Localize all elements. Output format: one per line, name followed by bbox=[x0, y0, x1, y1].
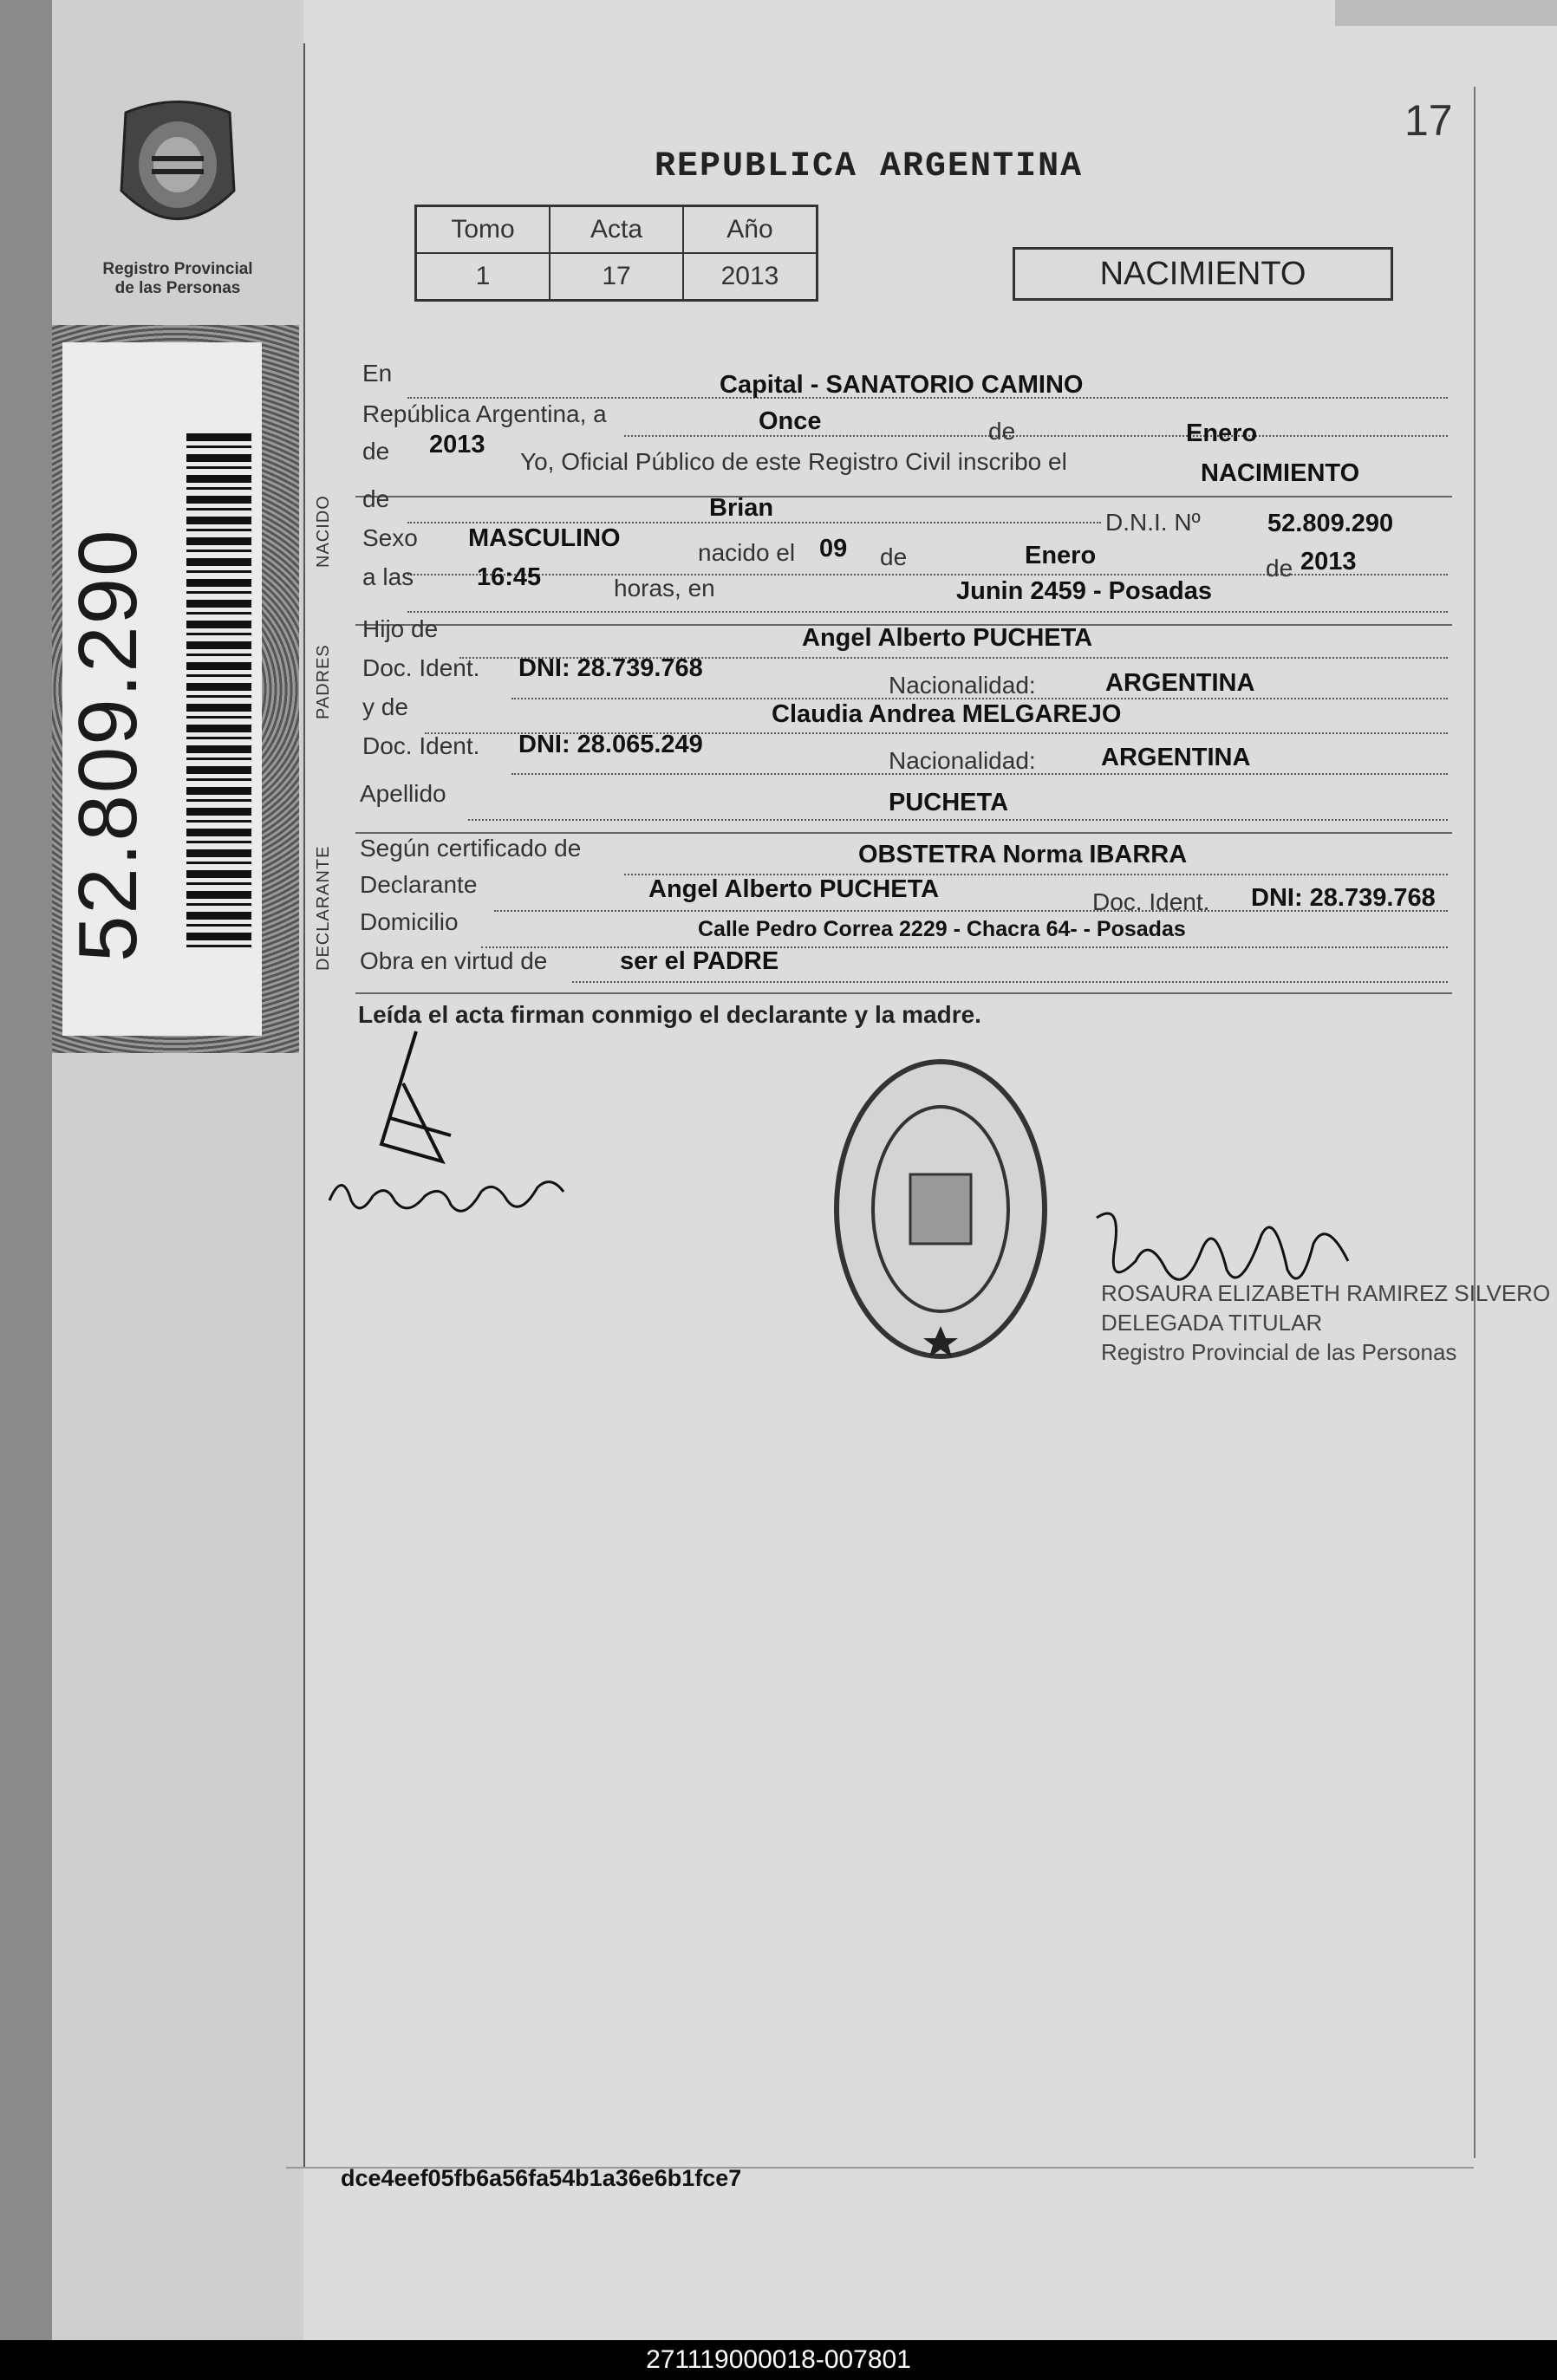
obra-value: ser el PADRE bbox=[620, 947, 779, 975]
declarante-value: Angel Alberto PUCHETA bbox=[648, 875, 940, 903]
act-type-box: NACIMIENTO bbox=[1013, 247, 1393, 301]
page-number: 17 bbox=[1404, 96, 1453, 145]
birth-year: 2013 bbox=[1300, 548, 1357, 575]
mother-doc: DNI: 28.065.249 bbox=[518, 731, 703, 758]
official-org: Registro Provincial de las Personas bbox=[1101, 1339, 1457, 1365]
declarante-dots bbox=[494, 910, 1448, 912]
domicilio-label: Domicilio bbox=[360, 908, 459, 935]
mother-value: Claudia Andrea MELGAREJO bbox=[772, 700, 1122, 728]
section-rule-4 bbox=[355, 992, 1452, 994]
dni-value: 52.809.290 bbox=[1267, 510, 1394, 537]
republica-label: República Argentina, a bbox=[362, 400, 607, 427]
oficial-text: Yo, Oficial Público de este Registro Civil inscribo el bbox=[520, 448, 1067, 475]
registry-caption-line1: Registro Provincial bbox=[102, 260, 253, 278]
mother-nat-label: Nacionalidad: bbox=[889, 747, 1036, 774]
father-value: Angel Alberto PUCHETA bbox=[802, 624, 1093, 652]
registrar-stamp-text bbox=[1101, 1278, 1550, 1367]
certificado-value: OBSTETRA Norma IBARRA bbox=[858, 841, 1188, 868]
frame-right-border bbox=[1474, 87, 1476, 2158]
hour-value: 16:45 bbox=[477, 563, 542, 591]
province-seal-logo bbox=[113, 95, 243, 243]
domicilio-value: Calle Pedro Correa 2229 - Chacra 64- - Posadas bbox=[698, 917, 1186, 941]
place-value: Junin 2459 - Posadas bbox=[956, 577, 1212, 605]
de-name-label: de bbox=[362, 485, 390, 512]
section-rule-3 bbox=[355, 832, 1452, 834]
registry-caption bbox=[69, 260, 286, 298]
registry-caption-line2: de las Personas bbox=[114, 279, 241, 297]
tomo-header: Tomo bbox=[416, 206, 550, 254]
father-doc-dots bbox=[511, 698, 1448, 699]
acta-header: Acta bbox=[550, 206, 683, 254]
horas-label: horas, en bbox=[614, 575, 715, 602]
footer-code: 271119000018-007801 bbox=[646, 2345, 911, 2374]
en-value: Capital - SANATORIO CAMINO bbox=[720, 371, 1084, 399]
father-nat-label: Nacionalidad: bbox=[889, 672, 1036, 699]
mother-doc-dots bbox=[511, 773, 1448, 775]
republica-dots bbox=[624, 435, 1448, 437]
mother-doc-label: Doc. Ident. bbox=[362, 732, 480, 759]
mother-signature bbox=[321, 1014, 581, 1248]
birth-de-label: de bbox=[880, 543, 908, 570]
de-label: de bbox=[988, 418, 1016, 445]
declarante-label: Declarante bbox=[360, 871, 478, 898]
name-value: Brian bbox=[709, 494, 774, 522]
page-shadow bbox=[1335, 0, 1557, 26]
frame-left-border bbox=[303, 43, 305, 2167]
official-name: ROSAURA ELIZABETH RAMIREZ SILVERO bbox=[1101, 1280, 1551, 1306]
father-nat: ARGENTINA bbox=[1105, 669, 1255, 697]
sexo-value: MASCULINO bbox=[468, 524, 621, 552]
acta-value: 17 bbox=[550, 253, 683, 301]
day-value: Once bbox=[759, 407, 822, 435]
sexo-label: Sexo bbox=[362, 524, 418, 551]
year-value: 2013 bbox=[429, 431, 485, 458]
apellido-dots bbox=[468, 819, 1448, 821]
apellido-label: Apellido bbox=[360, 780, 446, 807]
birth-month: Enero bbox=[1025, 542, 1097, 569]
document-hash: dce4eef05fb6a56fa54b1a36e6b1fce7 bbox=[341, 2165, 742, 2191]
section-rule-1 bbox=[355, 496, 1452, 497]
father-doc-label: Doc. Ident. bbox=[362, 654, 480, 681]
declarante-doc: DNI: 28.739.768 bbox=[1251, 884, 1436, 912]
de-year-label: de bbox=[362, 438, 390, 465]
declarante-side-label: DECLARANTE bbox=[314, 845, 333, 971]
a-las-label: a las bbox=[362, 563, 414, 590]
barcode-icon bbox=[186, 433, 251, 953]
obra-label: Obra en virtud de bbox=[360, 947, 548, 974]
hijo-label: Hijo de bbox=[362, 615, 439, 642]
nacido-el-label: nacido el bbox=[698, 539, 796, 566]
official-role: DELEGADA TITULAR bbox=[1101, 1310, 1323, 1336]
apellido-value: PUCHETA bbox=[889, 789, 1009, 816]
padres-side-label: PADRES bbox=[314, 644, 333, 719]
father-doc: DNI: 28.739.768 bbox=[518, 654, 703, 682]
ano-value: 2013 bbox=[683, 253, 818, 301]
tomo-acta-table bbox=[414, 205, 818, 302]
mother-nat: ARGENTINA bbox=[1101, 744, 1251, 771]
tomo-value: 1 bbox=[416, 253, 550, 301]
birth-day: 09 bbox=[819, 535, 848, 562]
nacido-side-label: NACIDO bbox=[314, 495, 333, 568]
a-las-dots bbox=[407, 611, 1448, 613]
certificado-label: Según certificado de bbox=[360, 835, 582, 862]
closing-statement: Leída el acta firman conmigo el declarante y la madre. bbox=[358, 1001, 981, 1028]
obra-dots bbox=[572, 981, 1448, 983]
y-de-label: y de bbox=[362, 693, 408, 720]
en-label: En bbox=[362, 360, 393, 387]
inscribo-value: NACIMIENTO bbox=[1201, 459, 1360, 487]
dni-label: D.N.I. Nº bbox=[1105, 509, 1201, 536]
month-value: Enero bbox=[1186, 419, 1258, 447]
declarante-doc-label: Doc. Ident. bbox=[1092, 888, 1210, 915]
ano-header: Año bbox=[683, 206, 818, 254]
birth-de2-label: de bbox=[1266, 555, 1293, 582]
dni-vertical-number: 52.809.290 bbox=[62, 528, 154, 962]
official-stamp bbox=[828, 1049, 1053, 1369]
country-title: REPUBLICA ARGENTINA bbox=[655, 147, 1084, 186]
sexo-dots bbox=[407, 574, 1448, 575]
